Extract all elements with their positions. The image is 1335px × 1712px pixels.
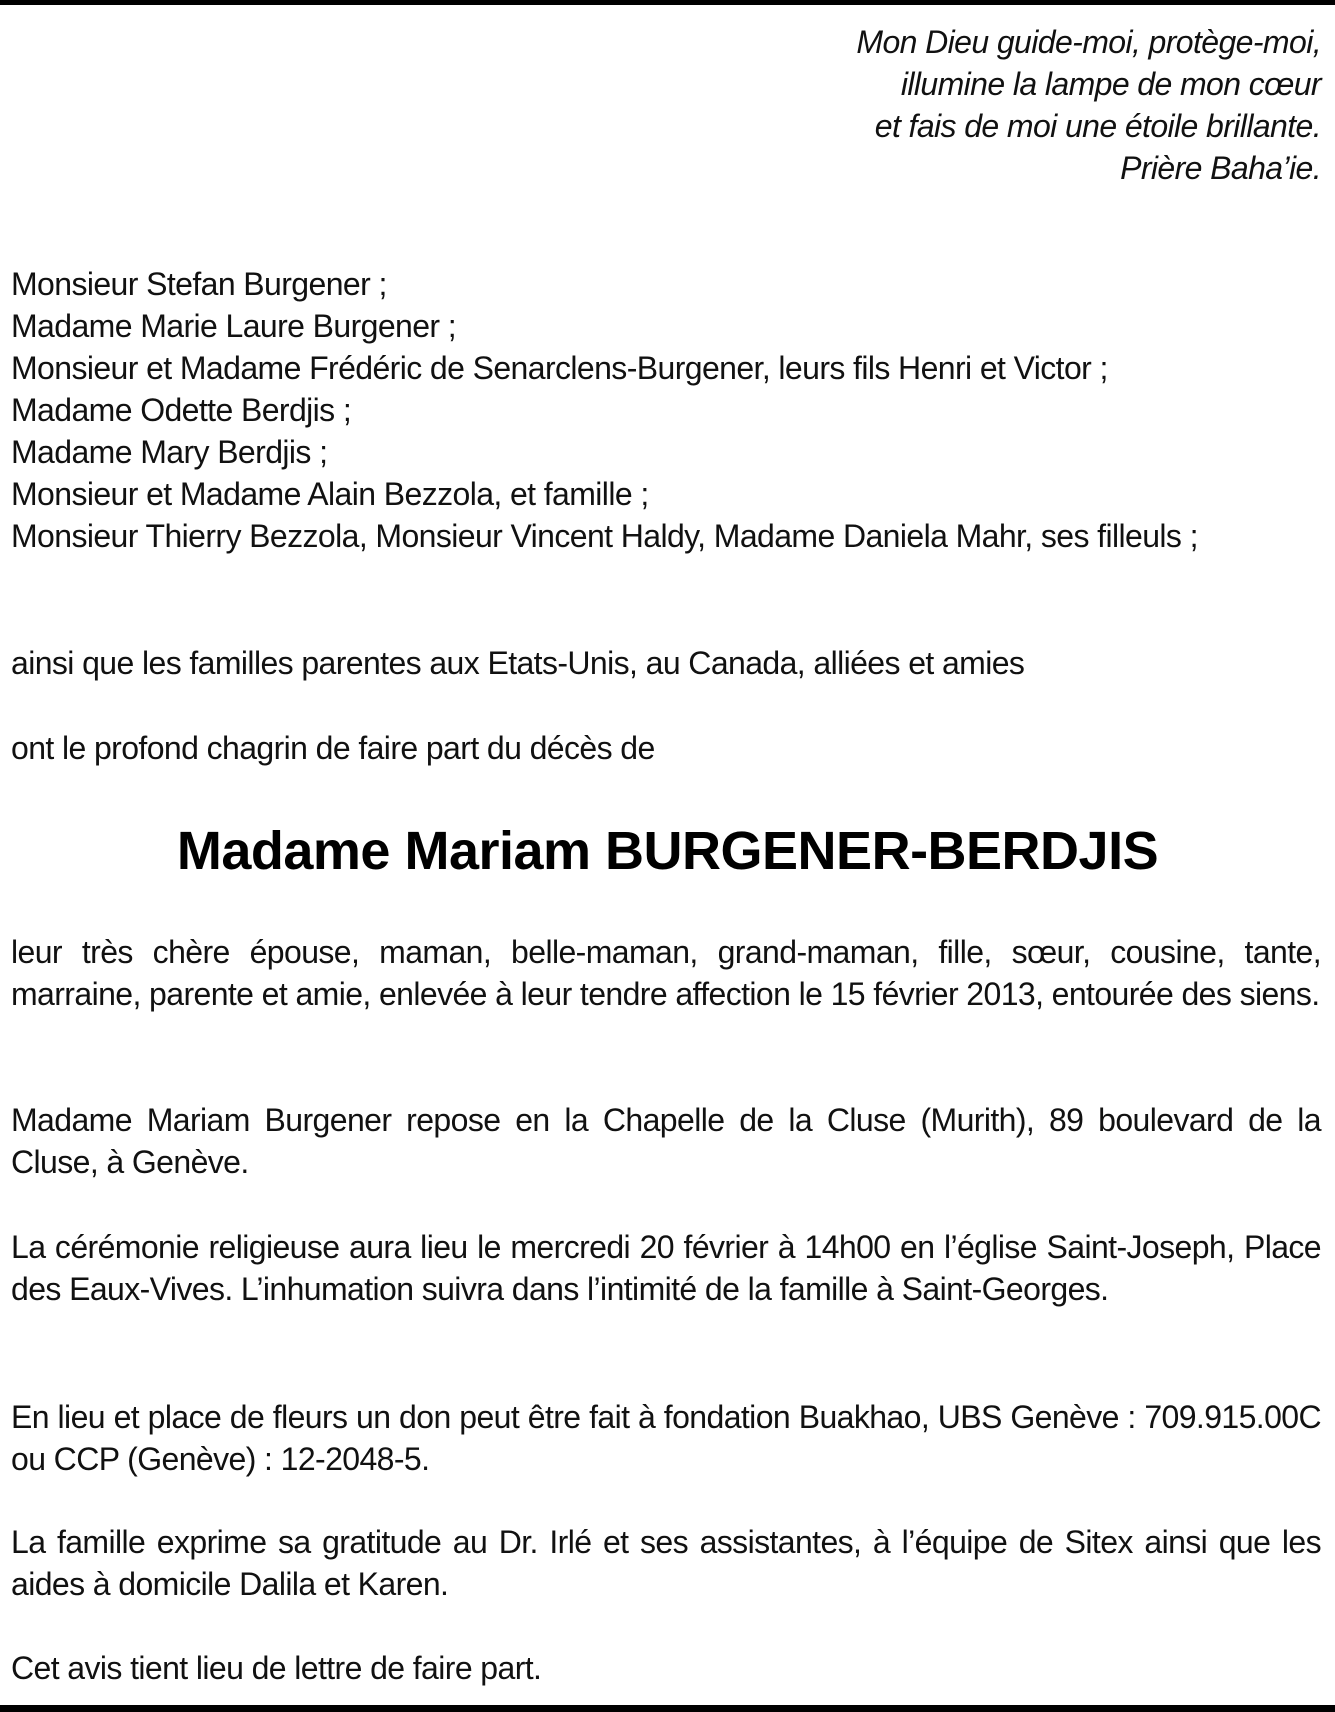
mourner: Monsieur Thierry Bezzola, Monsieur Vincent Haldy, Madame Daniela Mahr, ses filleuls ; (11, 518, 1198, 554)
paragraph-tribute: leur très chère épouse, maman, belle-maman, grand-maman, fille, sœur, cousine, tante, marraine, parente et amie, enlevée à leur tendre affection le 15 février 2013, entourée des siens. (11, 934, 1321, 1012)
bottom-rule (0, 1705, 1335, 1712)
paragraph-notice: Cet avis tient lieu de lettre de faire part. (11, 1650, 542, 1686)
prayer-line: illumine la lampe de mon cœur (900, 66, 1321, 102)
prayer-attribution: Prière Baha’ie. (1120, 150, 1321, 186)
mourner: Monsieur Stefan Burgener ; (11, 266, 387, 302)
top-rule (0, 0, 1335, 5)
mourner: Madame Odette Berdjis ; (11, 392, 352, 428)
prayer-line: et fais de moi une étoile brillante. (874, 108, 1321, 144)
prayer-quote (856, 21, 1321, 189)
deceased-name: Madame Mariam BURGENER-BERDJIS (176, 821, 1159, 881)
extended-family: ainsi que les familles parentes aux Etats-Unis, au Canada, alliées et amies (11, 645, 1025, 681)
prayer-line: Mon Dieu guide-moi, protège-moi, (856, 24, 1321, 60)
paragraph-donation: En lieu et place de fleurs un don peut être fait à fondation Buakhao, UBS Genève : 709.915.00C ou CCP (Genève) : 12-2048-5. (11, 1399, 1321, 1477)
mourner: Monsieur et Madame Alain Bezzola, et famille ; (11, 476, 649, 512)
paragraph-ceremony: La cérémonie religieuse aura lieu le mercredi 20 février à 14h00 en l’église Saint-Joseph, Place des Eaux-Vives. L’inhumation suivra dans l’intimité de la famille à Saint-Georges. (11, 1229, 1321, 1307)
paragraph-gratitude: La famille exprime sa gratitude au Dr. Irlé et ses assistantes, à l’équipe de Sitex ainsi que les aides à domicile Dalila et Karen. (11, 1524, 1321, 1602)
announcement: ont le profond chagrin de faire part du décès de (11, 730, 655, 766)
mourners-list (11, 263, 1321, 557)
mourner: Monsieur et Madame Frédéric de Senarclens-Burgener, leurs fils Henri et Victor ; (11, 350, 1108, 386)
mourner: Madame Marie Laure Burgener ; (11, 308, 457, 344)
paragraph-chapel: Madame Mariam Burgener repose en la Chapelle de la Cluse (Murith), 89 boulevard de la Cluse, à Genève. (11, 1102, 1321, 1180)
mourner: Madame Mary Berdjis ; (11, 434, 328, 470)
